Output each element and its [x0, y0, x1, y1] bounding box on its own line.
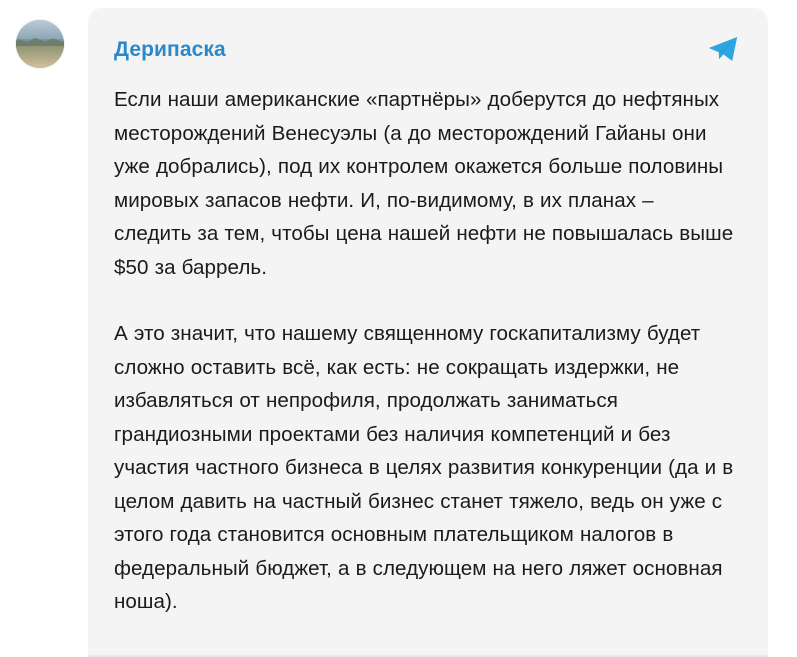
avatar-sky [16, 20, 64, 39]
message-bubble [88, 8, 768, 657]
avatar[interactable] [16, 20, 64, 68]
message-text [114, 83, 734, 619]
message-paragraph: Если наши американские «партнёры» доберутся до нефтяных месторождений Венесуэлы (а до месторождений Гайаны они уже добрались), под их контролем окажется больше половины мировых запасов нефти. И, по-видимому, в их планах – следить за тем, чтобы цена нашей нефти не повышалась выше $50 за баррель. [114, 88, 734, 279]
avatar-land [16, 46, 64, 68]
message-paragraph: А это значит, что нашему священному госкапитализму будет сложно оставить всё, как есть: не сокращать издержки, не избавляться от непрофиля, продолжать заниматься грандиозными проектами без наличия компетенций и без участия частного бизнеса в целях развития конкуренции (да и в целом давить на частный бизнес станет тяжело, ведь он уже с этого года становится основным плательщиком налогов в федеральный бюджет, а в следующем на него ляжет основная ноша). [114, 322, 734, 613]
message-header [114, 38, 734, 66]
telegram-icon[interactable] [706, 32, 740, 66]
message-author[interactable]: Дерипаска [114, 38, 226, 61]
